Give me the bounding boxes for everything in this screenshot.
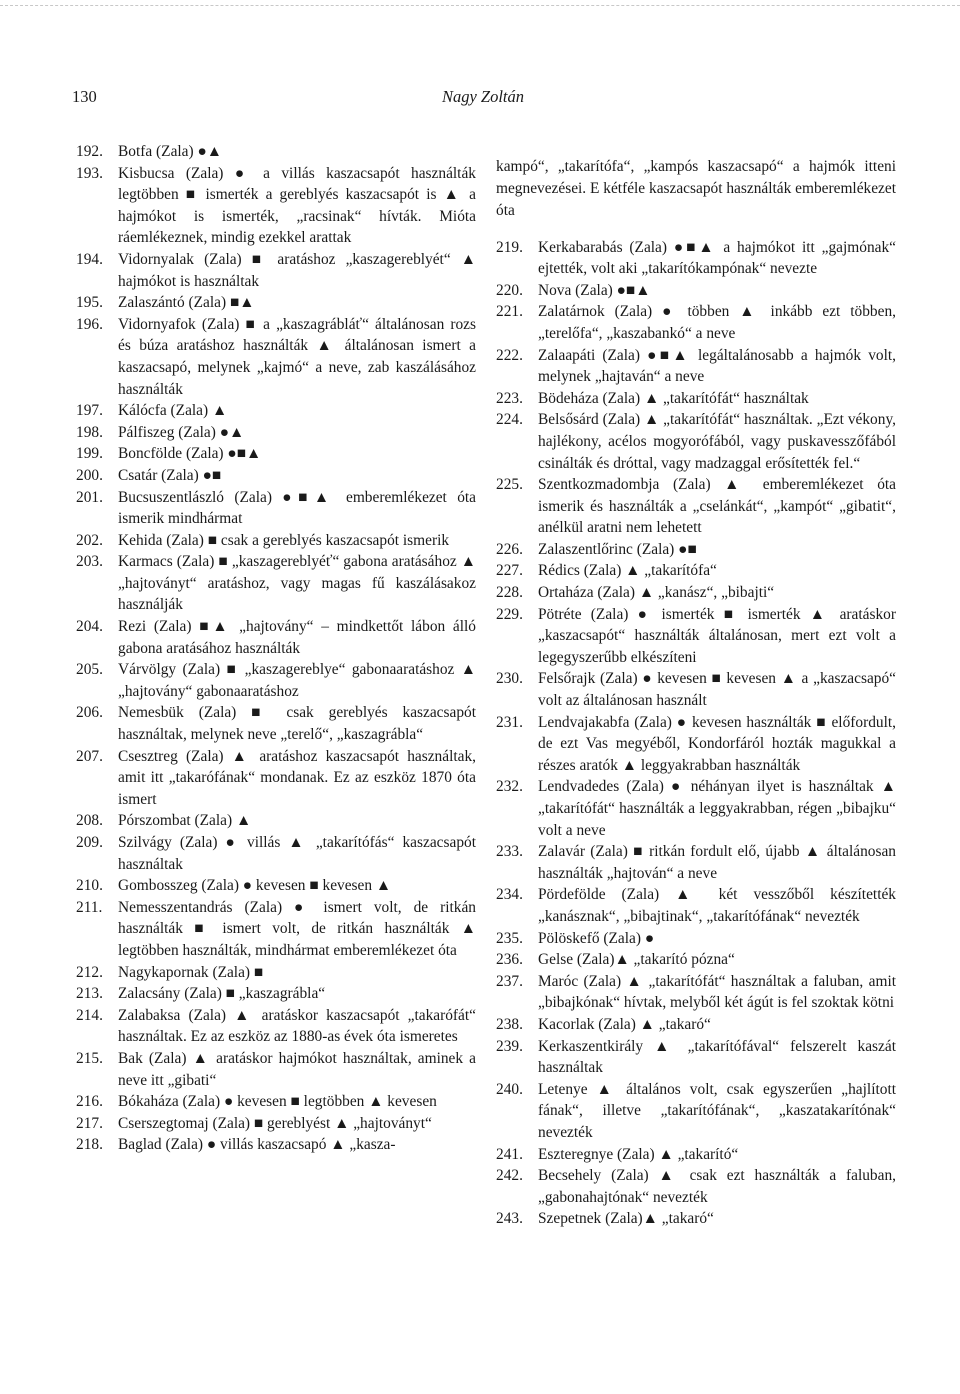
entry-192 [76, 141, 476, 163]
entry-211 [76, 897, 476, 962]
entry-235 [496, 928, 896, 950]
entry-text: Kerkabarabás (Zala) ●■▲ a hajmókot itt „gajmónak“ ejtették, volt aki „takarítókampónak“ nevezte [538, 238, 896, 278]
entry-number: 212. [76, 963, 103, 981]
entry-195 [76, 292, 476, 314]
entry-text: Boncfölde (Zala) ●■▲ [118, 445, 262, 463]
entry-242 [496, 1165, 896, 1208]
entry-text: Letenye ▲ általános volt, csak egyszerűen „hajlított fának“, illetve „takarítófának“, „kaszatakarítónak“ nevezték [538, 1080, 896, 1141]
entry-text: Bókaháza (Zala) ● kevesen ■ legtöbben ▲ kevesen [118, 1093, 437, 1111]
entry-text: Bak (Zala) ▲ aratáskor hajmókot használtak, aminek a neve itt „gibati“ [118, 1049, 476, 1089]
entry-text: Bucsuszentlászló (Zala) ●■▲ emberemlékezet óta ismerik mindhármat [118, 488, 476, 528]
entry-number: 193. [76, 164, 103, 182]
entry-224 [496, 409, 896, 474]
entry-number: 197. [76, 402, 103, 420]
entry-206 [76, 702, 476, 745]
entry-number: 234. [496, 886, 523, 904]
entry-228 [496, 582, 896, 604]
entry-number: 204. [76, 618, 103, 636]
entry-210 [76, 875, 476, 897]
entry-number: 219. [496, 238, 523, 256]
entry-text: Pálfiszeg (Zala) ●▲ [118, 423, 245, 441]
entry-number: 230. [496, 670, 523, 688]
entry-203 [76, 551, 476, 616]
entry-number: 202. [76, 531, 103, 549]
entry-number: 224. [496, 411, 523, 429]
entry-number: 192. [76, 143, 103, 160]
entry-text: Rédics (Zala) ▲ „takarítófa“ [538, 562, 717, 580]
entry-225 [496, 474, 896, 539]
entry-text: Cserszegtomaj (Zala) ■ gereblyést ▲ „hajtoványt“ [118, 1114, 432, 1132]
entry-text: Lendvajakabfa (Zala) ● kevesen használták ■ előfordult, de ezt Vas megyéből, Kondorfáról hozták magukkal a részes aratók ▲ leggyakrabban használták [538, 713, 896, 774]
entry-208 [76, 810, 476, 832]
entry-text: Maróc (Zala) ▲ „takarítófát“ használtak a faluban, amit „bibajkónak“ hívtak, melyből két ágút is fel szoktak kötni [538, 972, 896, 1012]
entry-number: 232. [496, 778, 523, 796]
entry-number: 205. [76, 661, 103, 679]
page-number: 130 [72, 87, 97, 106]
entry-number: 241. [496, 1145, 523, 1163]
entry-text: Várvölgy (Zala) ■ „kaszagereblye“ gabonaaratáshoz ▲ „hajtovány“ gabonaaratáshoz [118, 661, 476, 700]
entry-230 [496, 668, 896, 711]
entry-234 [496, 884, 896, 927]
entry-209 [76, 832, 476, 875]
entry-text: Zalabaksa (Zala) ▲ aratáskor kaszacsapót „takarófát“ használtak. Ez az eszköz az 1880-as évek óta ismeretes [118, 1006, 476, 1046]
entry-number: 225. [496, 476, 523, 494]
entry-number: 220. [496, 281, 523, 299]
entry-number: 207. [76, 747, 103, 765]
entry-number: 200. [76, 466, 103, 484]
entry-text: Kálócfa (Zala) ▲ [118, 402, 228, 420]
entry-218 [76, 1134, 476, 1156]
entry-241 [496, 1144, 896, 1166]
entry-text: Lendvadedes (Zala) ● néhányan ilyet is használtak ▲ „takarítófát“ használták a leggyakrabban, régen „bibajku“ volt a neve [538, 778, 896, 839]
entry-number: 214. [76, 1006, 103, 1024]
entry-205 [76, 659, 476, 702]
entry-text: Nemesszentandrás (Zala) ● ismert volt, de ritkán használták ■ ismert volt, de ritkán használták ▲ legtöbben használták, mindhármat emberemlékezet óta [118, 898, 476, 959]
entry-text: Kerkaszentkirály ▲ „takarítófával“ felszerelt kaszát használtak [538, 1037, 896, 1077]
entry-212 [76, 962, 476, 984]
entry-text: Csatár (Zala) ●■ [118, 466, 222, 484]
entry-202 [76, 530, 476, 552]
entry-number: 222. [496, 346, 523, 364]
entry-text: Zalacsány (Zala) ■ „kaszagrábla“ [118, 985, 326, 1003]
entry-number: 217. [76, 1114, 103, 1132]
entry-text: Vidornyafok (Zala) ■ a „kaszagrábláť“ általánosan rozs és búza aratáshoz használták ▲ általánosan ismert a kaszacsapó, melynek „kajmó“ a neve, zab kaszálásához használták [118, 315, 476, 398]
entry-text: Pölöskefő (Zala) ● [538, 929, 655, 947]
entry-text: Vidornyalak (Zala) ■ aratáshoz „kaszagereblyét“ ▲ hajmókot is használtak [118, 250, 476, 290]
entry-227 [496, 560, 896, 582]
running-author: Nagy Zoltán [441, 87, 524, 106]
entry-number: 240. [496, 1080, 523, 1098]
left-column [76, 141, 476, 1156]
entry-text: Szentkozmadombja (Zala) ▲ emberemlékezet óta ismerik és használták a „cselánkát“, „kampót“ „gibatit“, anélkül aratni nem lehetett [538, 476, 896, 537]
entry-text: Gombosszeg (Zala) ● kevesen ■ kevesen ▲ [118, 877, 392, 895]
entry-text: Szilvágy (Zala) ● villás ▲ „takarítófás“ kaszacsapót használtak [118, 834, 476, 873]
entry-number: 199. [76, 445, 103, 463]
entry-text: Zalaapáti (Zala) ●■▲ legáltalánosabb a hajmók volt, melynek „hajtaván“ a neve [538, 346, 896, 386]
entry-193 [76, 163, 476, 249]
entry-text: Bödeháza (Zala) ▲ „takarítófát“ használtak [538, 389, 809, 407]
entry-number: 226. [496, 540, 523, 558]
entry-200 [76, 465, 476, 487]
entry-number: 239. [496, 1037, 523, 1055]
entry-number: 194. [76, 250, 103, 268]
entry-text: Becsehely (Zala) ▲ csak ezt használták a faluban, „gabonahajtónak“ nevezték [538, 1167, 896, 1206]
entry-number: 243. [496, 1210, 523, 1228]
entry-238 [496, 1014, 896, 1036]
entry-198 [76, 422, 476, 444]
entry-214 [76, 1005, 476, 1048]
entry-number: 233. [496, 843, 523, 861]
entry-243 [496, 1208, 896, 1230]
entry-233 [496, 841, 896, 884]
entry-number: 210. [76, 877, 103, 895]
entry-201 [76, 487, 476, 530]
entry-219 [496, 237, 896, 280]
entry-194 [76, 249, 476, 292]
entry-text: Karmacs (Zala) ■ „kaszagereblyéť“ gabona aratásához ▲ „hajtoványt“ aratáshoz, vagy magas fű kaszálásakoz használják [118, 553, 476, 614]
entry-number: 215. [76, 1049, 103, 1067]
entry-text: Kacorlak (Zala) ▲ „takaró“ [538, 1015, 711, 1033]
entry-text: Gelse (Zala)▲ „takarító pózna“ [538, 951, 735, 969]
entry-221 [496, 301, 896, 344]
entry-240 [496, 1079, 896, 1144]
entry-text: Baglad (Zala) ● villás kaszacsapó ▲ „kasza- [118, 1136, 396, 1154]
entry-text: Zalavár (Zala) ■ ritkán fordult elő, újabb ▲ általánosan használták „hajtován“ a neve [538, 843, 896, 882]
entry-text: Nova (Zala) ●■▲ [538, 281, 651, 299]
entry-197 [76, 400, 476, 422]
entry-number: 198. [76, 423, 103, 441]
entry-number: 216. [76, 1093, 103, 1111]
entry-239 [496, 1036, 896, 1079]
entry-number: 203. [76, 553, 103, 571]
entry-text: Pötréte (Zala) ● ismerték ■ ismerték ▲ aratáskor „kaszacsapót“ használták általánosan, mert ezt volt a legegyszerűbb elkészíteni [538, 605, 896, 666]
entry-number: 229. [496, 605, 523, 623]
entry-text: Zalaszentlőrinc (Zala) ●■ [538, 540, 697, 558]
entry-223 [496, 388, 896, 410]
entry-229 [496, 604, 896, 669]
entry-number: 223. [496, 389, 523, 407]
entry-number: 213. [76, 985, 103, 1003]
entry-number: 221. [496, 303, 523, 321]
entry-number: 196. [76, 315, 103, 333]
entry-232 [496, 776, 896, 841]
entry-text: Pórszombat (Zala) ▲ [118, 812, 252, 830]
continued-text: kampó“, „takarítófa“, „kampós kaszacsapó“ a hajmók itteni megnevezései. E kétféle kaszacsapót használták emberemlékezet óta [496, 158, 896, 219]
entry-text: Nemesbük (Zala) ■ csak gereblyés kaszacsapót használtak, melynek neve „terelő“, „kaszagrábla“ [118, 704, 476, 744]
entry-216 [76, 1091, 476, 1113]
entry-204 [76, 616, 476, 659]
entry-text: Nagykapornak (Zala) ■ [118, 963, 264, 981]
entry-number: 236. [496, 951, 523, 969]
entry-text: Zalatárnok (Zala) ● többen ▲ inkább ezt többen, „terelőfa“, „kaszabankó“ a neve [538, 303, 896, 342]
entry-number: 237. [496, 972, 523, 990]
entry-number: 228. [496, 584, 523, 602]
entry-number: 231. [496, 713, 523, 731]
entry-196 [76, 314, 476, 400]
entry-text: Botfa (Zala) ●▲ [118, 143, 223, 160]
entry-213 [76, 983, 476, 1005]
entry-text: Felsőrajk (Zala) ● kevesen ■ kevesen ▲ a „kaszacsapó“ volt az általánosan használt [538, 670, 896, 710]
entry-number: 218. [76, 1136, 103, 1154]
entry-text: Rezi (Zala) ■▲ „hajtovány“ – mindkettőt lábon álló gabona aratásához használták [118, 618, 476, 657]
entry-231 [496, 712, 896, 777]
running-header [72, 86, 524, 110]
entry-text: Pördefölde (Zala) ▲ két vesszőből készítették „kanásznak“, „bibajtinak“, „takarítófának“ nevezték [538, 886, 896, 925]
entry-237 [496, 971, 896, 1014]
entry-number: 209. [76, 834, 103, 851]
page-top-rule [0, 5, 960, 6]
right-column [496, 141, 896, 1230]
entry-207 [76, 746, 476, 811]
entry-199 [76, 443, 476, 465]
entry-222 [496, 345, 896, 388]
entry-number: 242. [496, 1167, 523, 1185]
entry-236 [496, 949, 896, 971]
entry-number: 211. [76, 898, 103, 916]
entry-number: 201. [76, 488, 103, 506]
entry-226 [496, 539, 896, 561]
entry-217 [76, 1113, 476, 1135]
entry-number: 227. [496, 562, 523, 580]
entry-text: Csesztreg (Zala) ▲ aratáshoz kaszacsapót használtak, amit itt „takarófának“ mondanak. Ez az eszköz 1870 óta ismert [118, 747, 476, 808]
entry-text: Szepetnek (Zala)▲ „takaró“ [538, 1210, 714, 1228]
entry-text: Kehida (Zala) ■ csak a gereblyés kaszacsapót ismerik [118, 531, 450, 549]
entry-number: 238. [496, 1015, 523, 1033]
entry-220 [496, 280, 896, 302]
entry-text: Belsősárd (Zala) ▲ „takarítófát“ használtak. „Ezt vékony, hajlékony, acélos mogyorófából, vagy puskavesszőfából csinálták és dróttal, vagy madzaggal erősítették fel.“ [538, 411, 896, 472]
entry-text: Ortaháza (Zala) ▲ „kanász“, „bibajti“ [538, 584, 775, 602]
entry-text: Kisbucsa (Zala) ● a villás kaszacsapót használták legtöbben ■ ismerték a gereblyés kaszacsapót is ▲ a hajmókot is ismerték, „racsinak“ hívták. Mióta ráemlékeznek, mindig ezekkel arattak [118, 164, 476, 247]
entry-number: 235. [496, 929, 523, 947]
entry-215 [76, 1048, 476, 1091]
entry-number: 206. [76, 704, 103, 722]
entry-number: 208. [76, 812, 103, 830]
entry-text: Eszteregnye (Zala) ▲ „takarító“ [538, 1145, 739, 1163]
entry-text: Zalaszántó (Zala) ■▲ [118, 294, 255, 312]
entry-number: 195. [76, 294, 103, 312]
